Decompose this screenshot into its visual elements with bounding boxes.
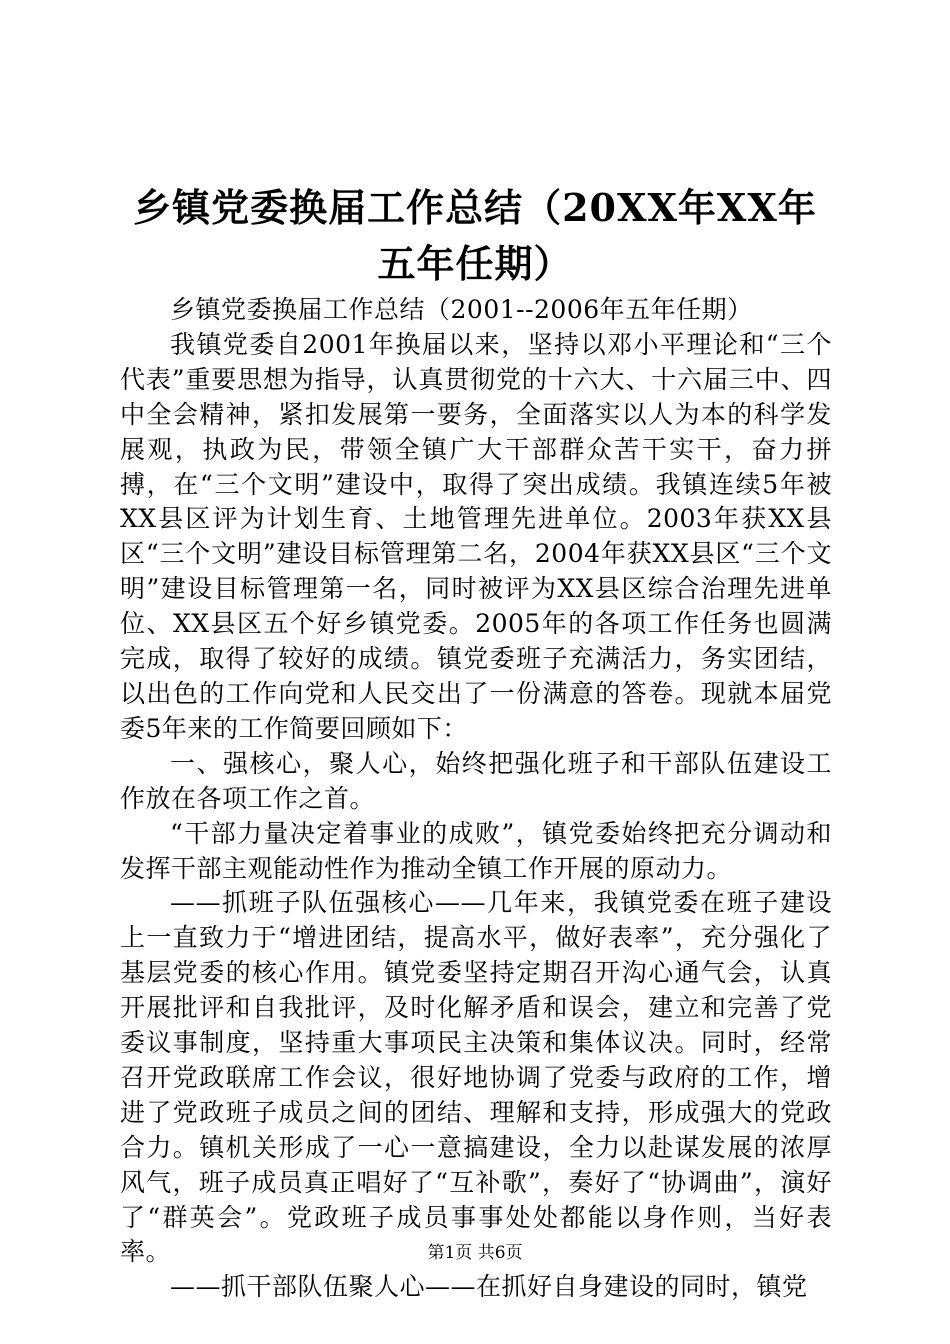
body-paragraph: ——抓班子队伍强核心——几年来，我镇党委在班子建设上一直致力于“增进团结，提高水平，做好表率”，充分强化了基层党委的核心作用。镇党委坚持定期召开沟心通气会，认真开展批评和自我批评，及时化解矛盾和误会，建立和完善了党委议事制度，坚持重大事项民主决策和集体议决。同时，经常召开党政联席工作会议，很好地协调了党委与政府的工作，增进了党政班子成员之间的团结、理解和支持，形成强大的党政合力。镇机关形成了一心一意搞建设，全力以赴谋发展的浓厚风气，班子成员真正唱好了“互补歌”，奏好了“协调曲”，演好了“群英会”。党政班子成员事事处处都能以身作则，当好表率。 <box>120 888 832 1267</box>
page-number-footer: 第1页 共6页 <box>427 1243 523 1263</box>
document-title: 乡镇党委换届工作总结（20XX年XX年五年任期） <box>133 185 817 286</box>
document-body <box>120 293 832 1305</box>
body-paragraph: “干部力量决定着事业的成败”，镇党委始终把充分调动和发挥干部主观能动性作为推动全镇工作开展的原动力。 <box>120 818 832 883</box>
body-paragraph: ——抓干部队伍聚人心——在抓好自身建设的同时，镇党 <box>170 1272 808 1302</box>
body-paragraph-section-heading: 一、强核心，聚人心，始终把强化班子和干部队伍建设工作放在各项工作之首。 <box>120 748 832 813</box>
body-paragraph-subtitle: 乡镇党委换届工作总结（2001--2006年五年任期） <box>170 295 753 324</box>
body-paragraph-intro: 我镇党委自2001年换届以来，坚持以邓小平理论和“三个代表”重要思想为指导，认真贯彻党的十六大、十六届三中、四中全会精神，紧扣发展第一要务，全面落实以人为本的科学发展观，执政为民，带领全镇广大干部群众苦干实干，奋力拼搏，在“三个文明”建设中，取得了突出成绩。我镇连续5年被XX县区评为计划生育、土地管理先进单位。2003年获XX县区“三个文明”建设目标管理第二名，2004年获XX县区“三个文明”建设目标管理第一名，同时被评为XX县区综合治理先进单位、XX县区五个好乡镇党委。2005年的各项工作任务也圆满完成，取得了较好的成绩。镇党委班子充满活力，务实团结，以出色的工作向党和人民交出了一份满意的答卷。现就本届党委5年来的工作简要回顾如下： <box>120 329 832 743</box>
